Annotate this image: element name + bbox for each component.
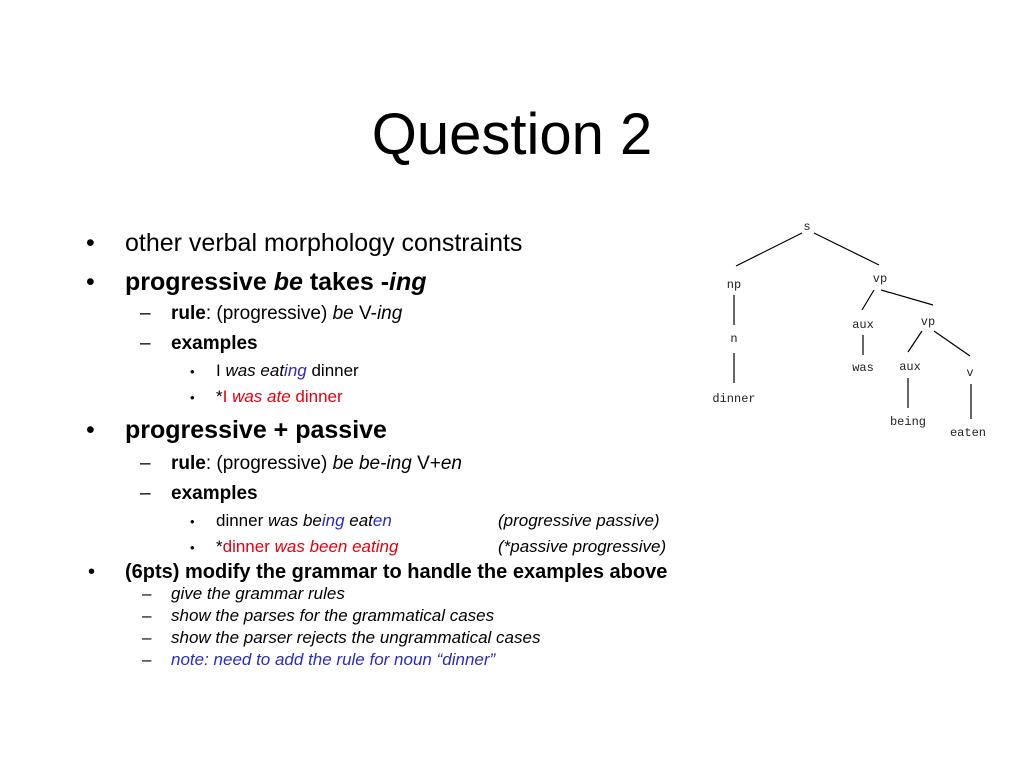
text: eat — [344, 511, 373, 530]
task-give-grammar-rules: give the grammar rules — [171, 584, 345, 603]
small-bullet: • — [190, 364, 195, 379]
edge-s-vp — [814, 233, 879, 265]
text: dinner — [306, 361, 359, 380]
text: be — [332, 303, 354, 324]
progressive-examples-label: examples — [171, 333, 258, 354]
bullet: • — [86, 416, 95, 444]
text: rule — [171, 303, 206, 324]
example-i-was-ate-dinner — [216, 387, 343, 407]
node-aux: aux — [852, 318, 874, 332]
example-dinner-was-being-eaten — [216, 511, 392, 531]
text: I — [222, 387, 233, 406]
text: V- — [353, 303, 377, 324]
edge-vp-aux2 — [908, 331, 922, 352]
progressive-rule — [171, 303, 402, 325]
item-other-verbal-morphology: other verbal morphology constraints — [125, 229, 523, 257]
dash-bullet: – — [140, 303, 151, 324]
bullet: • — [88, 561, 96, 583]
dash-bullet: – — [140, 483, 151, 504]
text: en — [372, 511, 392, 530]
slide-title: Question 2 — [371, 102, 653, 167]
small-bullet: • — [190, 390, 195, 405]
node-being: being — [889, 415, 927, 429]
edge-vp-v — [934, 331, 970, 356]
text: was be — [267, 511, 322, 530]
text: was eat — [225, 361, 285, 380]
text: I — [216, 361, 226, 380]
text: was been eating — [274, 537, 399, 556]
node-vp: vp — [872, 272, 888, 286]
node-n: n — [730, 332, 738, 346]
text: * — [216, 537, 223, 556]
node-dinner: dinner — [712, 392, 756, 406]
text: ing — [389, 268, 427, 296]
text: be — [273, 268, 303, 296]
text: * — [216, 387, 223, 406]
small-bullet: • — [190, 540, 195, 555]
node-eaten: eaten — [949, 426, 987, 440]
item-modify-grammar: (6pts) modify the grammar to handle the examples above — [125, 561, 668, 583]
node-vp-inner: vp — [920, 315, 936, 329]
text: en — [440, 453, 462, 474]
bullet: • — [86, 229, 95, 257]
text: takes - — [302, 268, 390, 296]
text: : (progressive) — [205, 453, 333, 474]
dash-bullet: – — [142, 628, 152, 647]
dash-bullet: – — [140, 333, 151, 354]
dash-bullet: – — [140, 453, 151, 474]
item-progressive-be-takes-ing — [125, 268, 427, 297]
progressive-passive-rule — [171, 453, 462, 475]
edge-vp-aux — [862, 290, 874, 310]
node-np: np — [726, 278, 742, 292]
small-bullet: • — [190, 514, 195, 529]
text: dinner — [216, 511, 268, 530]
text: ing — [284, 361, 307, 380]
example-i-was-eating-dinner — [216, 361, 359, 381]
example-dinner-was-been-eating — [216, 537, 398, 557]
text: ing — [376, 303, 403, 324]
text: rule — [171, 453, 206, 474]
text: was ate — [232, 387, 291, 406]
dash-bullet: – — [142, 650, 152, 669]
task-show-parses: show the parses for the grammatical cases — [171, 606, 495, 625]
text: be be-ing — [332, 453, 412, 474]
text: V+ — [411, 453, 441, 474]
task-note-noun-dinner: note: need to add the rule for noun “dinner” — [171, 650, 496, 669]
text: progressive — [125, 268, 274, 296]
text: dinner — [290, 387, 343, 406]
item-progressive-passive: progressive + passive — [125, 416, 387, 444]
task-show-rejections: show the parser rejects the ungrammatical cases — [171, 628, 541, 647]
example-annotation-progressive-passive: (progressive passive) — [498, 511, 660, 530]
node-s: s — [803, 220, 811, 234]
example-annotation-passive-progressive: (*passive progressive) — [498, 537, 667, 556]
progressive-passive-examples-label: examples — [171, 483, 258, 504]
edge-s-np — [736, 233, 802, 266]
node-was: was — [852, 361, 874, 375]
edge-vp-vp — [881, 290, 933, 305]
node-v: v — [966, 366, 974, 380]
text: : (progressive) — [205, 303, 333, 324]
node-aux-inner: aux — [899, 360, 921, 374]
dash-bullet: – — [142, 584, 152, 603]
dash-bullet: – — [142, 606, 152, 625]
bullet: • — [86, 268, 95, 296]
text: ing — [321, 511, 345, 530]
text: dinner — [222, 537, 275, 556]
parse-tree-diagram — [690, 215, 1010, 450]
